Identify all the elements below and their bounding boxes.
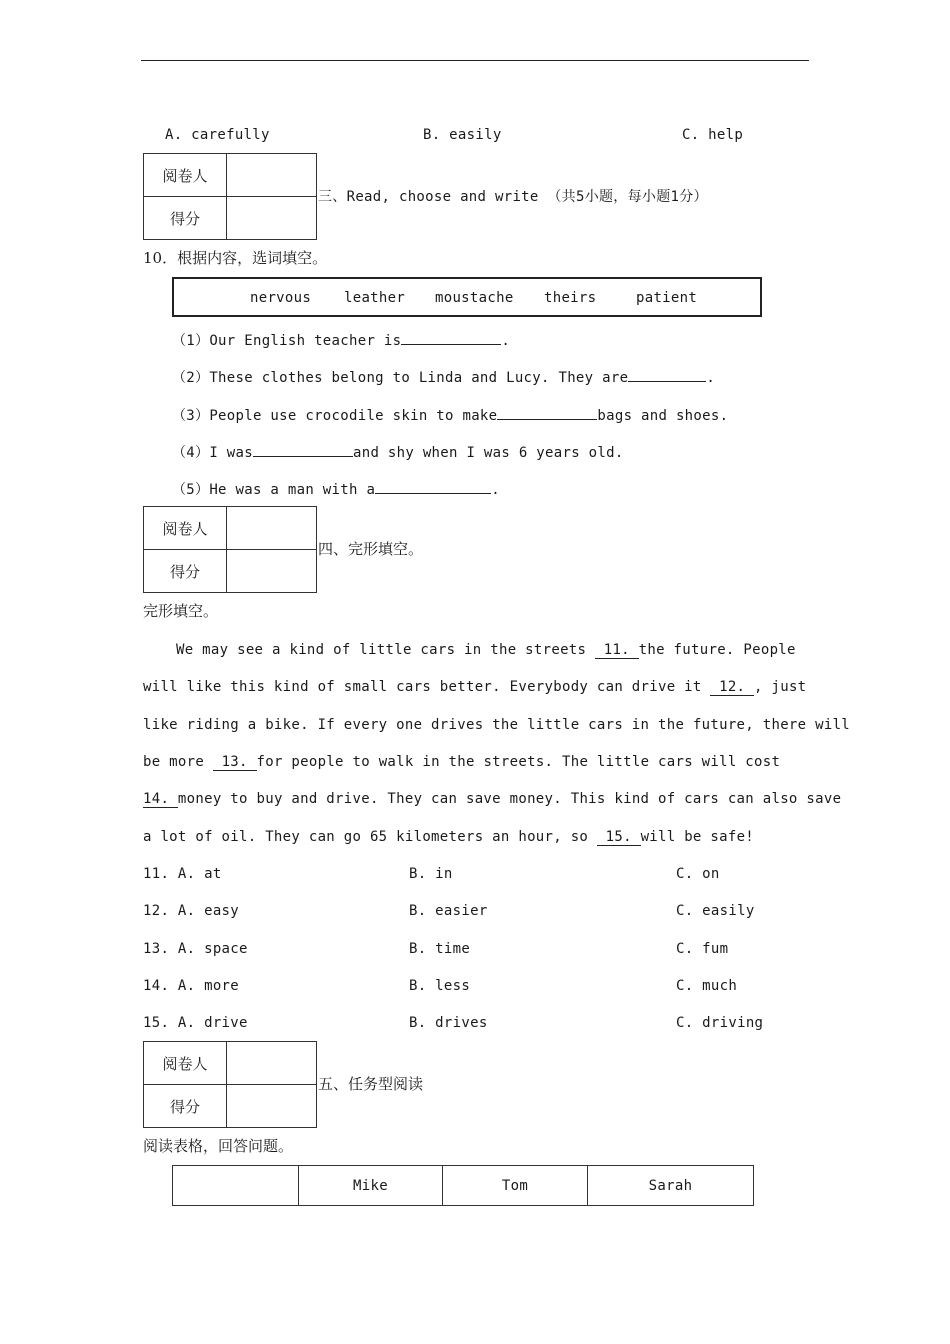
cloze-line-2: will like this kind of small cars better. Everybody can drive it 12. , just [143,679,807,695]
option-13-a: 13. A. space [143,941,248,957]
q9-option-a: A. carefully [165,127,270,143]
table-header-cell: Mike [299,1166,443,1206]
score-cell [227,197,317,240]
answer-blank[interactable] [375,479,491,494]
option-15-c: C. driving [676,1015,764,1031]
section5-instruction: 阅读表格，回答问题。 [143,1137,294,1155]
section4-title: 四、完形填空。 [318,540,424,558]
reviewer-label: 阅卷人 [144,154,227,197]
word-bank-item: moustache [435,290,514,306]
option-14-c: C. much [676,978,738,994]
score-cell [227,550,317,593]
cloze-line-3: like riding a bike. If every one drives the little cars in the future, there will [143,717,851,733]
q10-item-1: （1）Our English teacher is . [172,330,510,350]
reviewer-label: 阅卷人 [144,507,227,550]
header-rule [141,60,809,61]
cloze-line-6: a lot of oil. They can go 65 kilometers an hour, so 15. will be safe! [143,829,755,845]
option-11-c: C. on [676,866,720,882]
answer-blank[interactable] [497,405,597,420]
cloze-line-1: We may see a kind of little cars in the streets 11. the future. People [176,642,796,658]
answer-blank[interactable] [628,367,706,382]
score-label: 得分 [144,550,227,593]
word-bank-item: leather [344,290,406,306]
option-11-a: 11. A. at [143,866,222,882]
option-15-b: B. drives [409,1015,488,1031]
option-11-b: B. in [409,866,453,882]
option-12-b: B. easier [409,903,488,919]
table-header-cell: Tom [443,1166,588,1206]
reviewer-label: 阅卷人 [144,1042,227,1085]
word-bank-item: patient [636,290,698,306]
reviewer-cell [227,507,317,550]
cloze-line-5: 14. money to buy and drive. They can save money. This kind of cars can also save [143,791,842,807]
table-header-cell [173,1166,299,1206]
answer-blank[interactable] [401,330,501,345]
score-label: 得分 [144,197,227,240]
q9-option-b: B. easily [423,127,502,143]
option-13-b: B. time [409,941,471,957]
word-bank-item: theirs [544,290,597,306]
reviewer-cell [227,1042,317,1085]
section3-title: 三、Read, choose and write （共5小题，每小题1分） [318,189,708,205]
q10-item-5: （5）He was a man with a . [172,479,500,499]
option-12-a: 12. A. easy [143,903,240,919]
cloze-blank-14[interactable]: 14. [143,791,178,807]
q10-item-4: （4）I was and shy when I was 6 years old. [172,442,624,462]
reviewer-cell [227,154,317,197]
q10-item-3: （3）People use crocodile skin to make bags and shoes. [172,405,728,425]
cloze-blank-15[interactable]: 15. [596,829,641,845]
score-label: 得分 [144,1085,227,1128]
option-14-a: 14. A. more [143,978,240,994]
cloze-blank-11[interactable]: 11. [594,642,639,658]
option-12-c: C. easily [676,903,755,919]
grader-box-section3 [143,153,317,240]
cloze-blank-13[interactable]: 13. [212,754,257,770]
option-15-a: 15. A. drive [143,1015,248,1031]
score-cell [227,1085,317,1128]
word-bank-item: nervous [250,290,312,306]
cloze-blank-12[interactable]: 12. [710,679,755,695]
q10-item-2: （2）These clothes belong to Linda and Lucy. They are . [172,367,715,387]
section5-title: 五、任务型阅读 [318,1075,424,1093]
grader-box-section4 [143,506,317,593]
table-row [173,1166,754,1206]
q9-option-c: C. help [682,127,744,143]
option-14-b: B. less [409,978,471,994]
table-header-cell: Sarah [588,1166,754,1206]
reading-table [172,1165,754,1206]
section4-instruction: 完形填空。 [143,602,219,620]
grader-box-section5 [143,1041,317,1128]
cloze-line-4: be more 13. for people to walk in the streets. The little cars will cost [143,754,781,770]
option-13-c: C. fum [676,941,729,957]
q10-instruction: 10．根据内容，选词填空。 [143,249,328,267]
word-bank [172,277,762,317]
answer-blank[interactable] [253,442,353,457]
